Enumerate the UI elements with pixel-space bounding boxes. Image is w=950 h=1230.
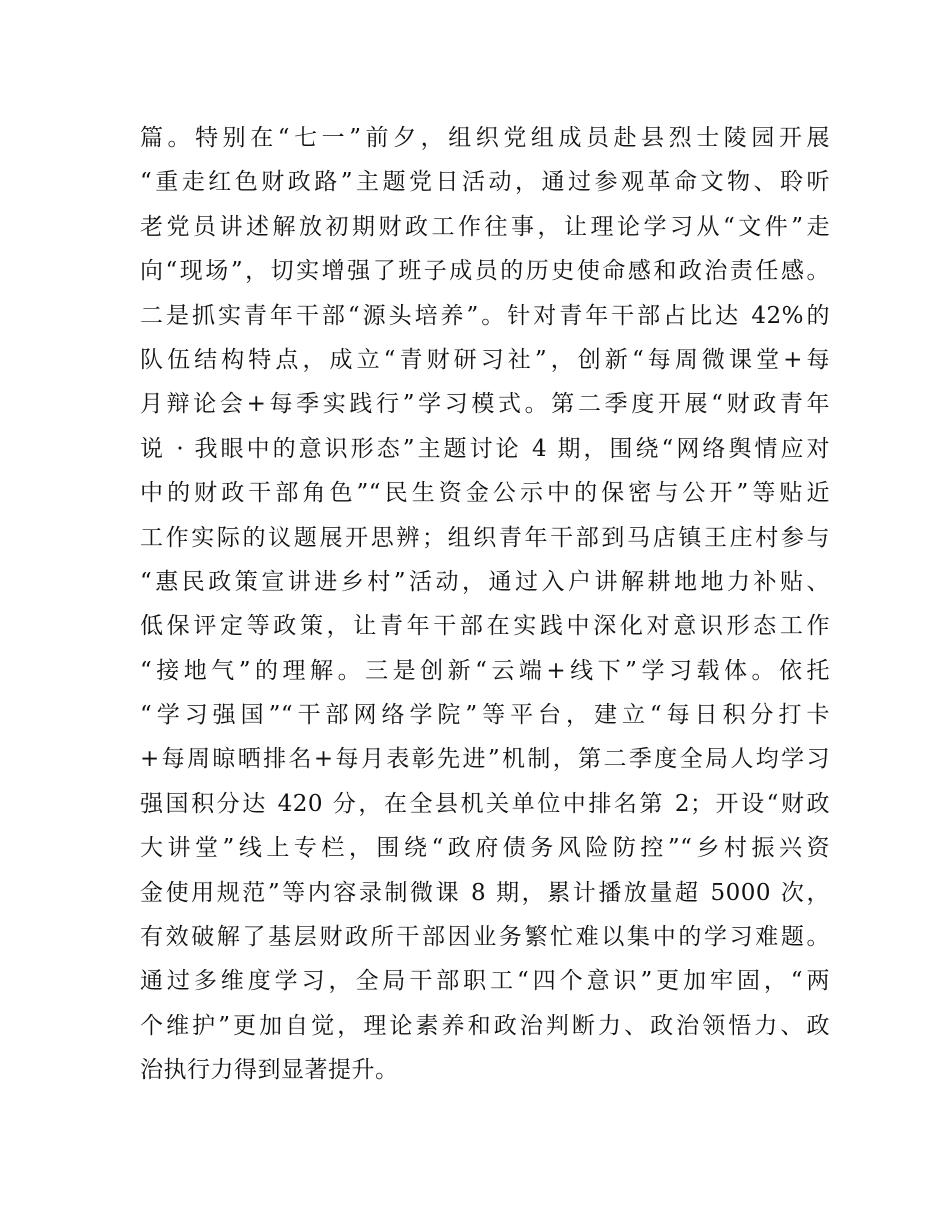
text-line: “重走红色财政路”主题党日活动，通过参观革命文物、聆听	[140, 169, 830, 196]
text-line: 向“现场”，切实增强了班子成员的历史使命感和政治责任感。	[140, 258, 830, 285]
text-line: “接地气”的理解。三是创新“云端+线下”学习载体。依托	[140, 657, 830, 684]
text-line: 低保评定等政策，让青年干部在实践中深化对意识形态工作	[140, 613, 830, 640]
text-line: 通过多维度学习，全局干部职工“四个意识”更加牢固，“两	[140, 968, 830, 995]
text-line: 大讲堂”线上专栏，围绕“政府债务风险防控”“乡村振兴资	[140, 835, 830, 862]
text-line: 月辩论会+每季实践行”学习模式。第二季度开展“财政青年	[140, 391, 830, 418]
text-line: 二是抓实青年干部“源头培养”。针对青年干部占比达 42%的	[140, 302, 830, 329]
text-line: “惠民政策宣讲进乡村”活动，通过入户讲解耕地地力补贴、	[140, 568, 830, 595]
text-line: 金使用规范”等内容录制微课 8 期，累计播放量超 5000 次，	[140, 879, 830, 906]
text-line: +每周晾晒排名+每月表彰先进”机制，第二季度全局人均学习	[140, 746, 830, 773]
body-paragraph	[140, 116, 830, 1093]
text-line: 强国积分达 420 分，在全县机关单位中排名第 2；开设“财政	[140, 790, 830, 817]
text-line: 个维护”更加自觉，理论素养和政治判断力、政治领悟力、政	[140, 1012, 830, 1039]
text-line: 工作实际的议题展开思辨；组织青年干部到马店镇王庄村参与	[140, 524, 830, 551]
text-line: 队伍结构特点，成立“青财研习社”，创新“每周微课堂+每	[140, 346, 830, 373]
text-line-last: 治执行力得到显著提升。	[140, 1057, 399, 1084]
text-line: 篇。特别在“七一”前夕，组织党组成员赴县烈士陵园开展	[140, 125, 830, 151]
text-line: “学习强国”“干部网络学院”等平台，建立“每日积分打卡	[140, 702, 830, 729]
text-line: 有效破解了基层财政所干部因业务繁忙难以集中的学习难题。	[140, 924, 830, 951]
text-line: 中的财政干部角色”“民生资金公示中的保密与公开”等贴近	[140, 480, 830, 507]
text-line: 老党员讲述解放初期财政工作往事，让理论学习从“文件”走	[140, 213, 830, 240]
text-line: 说 · 我眼中的意识形态”主题讨论 4 期，围绕“网络舆情应对	[140, 435, 830, 462]
